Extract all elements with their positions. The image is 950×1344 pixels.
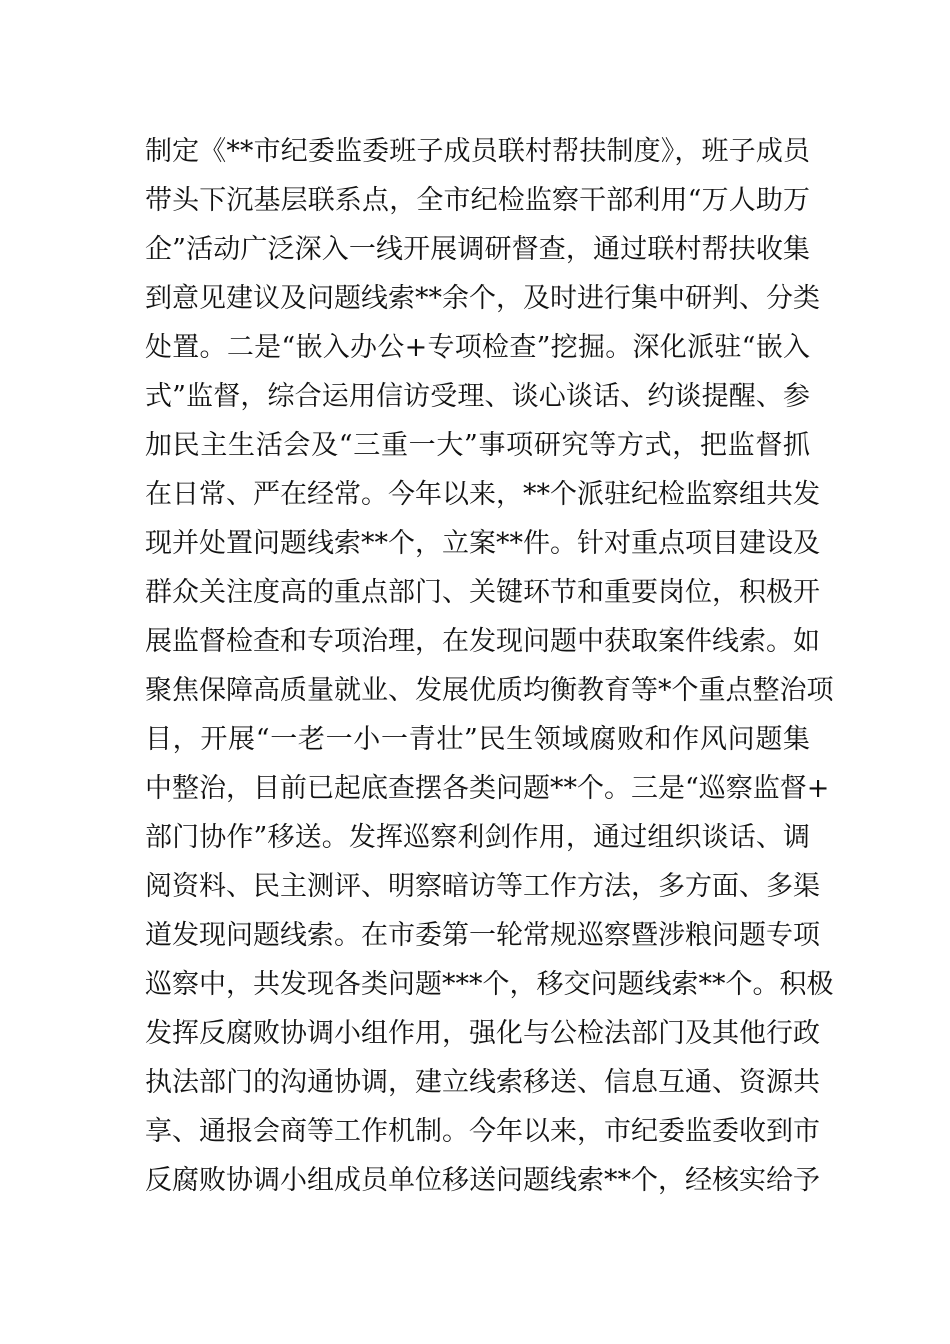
text-line: 展监督检查和专项治理，在发现问题中获取案件线索。如	[145, 626, 820, 657]
text-line: 执法部门的沟通协调，建立线索移送、信息互通、资源共	[145, 1067, 820, 1098]
text-line: 到意见建议及问题线索**余个，及时进行集中研判、分类	[145, 283, 820, 314]
text-line: 在日常、严在经常。今年以来，**个派驻纪检监察组共发	[145, 479, 820, 510]
text-line: 阅资料、民主测评、明察暗访等工作方法，多方面、多渠	[145, 871, 820, 902]
text-line: 现并处置问题线索**个，立案**件。针对重点项目建设及	[145, 528, 820, 559]
text-line: 聚焦保障高质量就业、发展优质均衡教育等*个重点整治项	[145, 675, 834, 706]
text-line: 中整治，目前已起底查摆各类问题**个。三是“巡察监督+	[145, 773, 830, 804]
text-line: 目，开展“一老一小一青壮”民生领域腐败和作风问题集	[145, 724, 810, 755]
text-line: 巡察中，共发现各类问题***个，移交问题线索**个。积极	[145, 969, 834, 1000]
text-line: 式”监督，综合运用信访受理、谈心谈话、约谈提醒、参	[145, 381, 810, 412]
text-line: 道发现问题线索。在市委第一轮常规巡察暨涉粮问题专项	[145, 920, 820, 951]
text-line: 部门协作”移送。发挥巡察利剑作用，通过组织谈话、调	[145, 822, 810, 853]
text-line: 企”活动广泛深入一线开展调研督查，通过联村帮扶收集	[145, 234, 810, 265]
text-line: 处置。二是“嵌入办公+专项检查”挖掘。深化派驻“嵌入	[145, 332, 810, 363]
text-line: 群众关注度高的重点部门、关键环节和重要岗位，积极开	[145, 577, 820, 608]
text-line: 制定《**市纪委监委班子成员联村帮扶制度》，班子成员	[145, 136, 810, 167]
text-line: 带头下沉基层联系点，全市纪检监察干部利用“万人助万	[145, 185, 810, 216]
text-line: 享、通报会商等工作机制。今年以来，市纪委监委收到市	[145, 1116, 820, 1147]
body-paragraph	[145, 127, 834, 1205]
text-line: 加民主生活会及“三重一大”事项研究等方式，把监督抓	[145, 430, 810, 461]
text-line: 发挥反腐败协调小组作用，强化与公检法部门及其他行政	[145, 1018, 820, 1049]
text-line: 反腐败协调小组成员单位移送问题线索**个，经核实给予	[145, 1165, 820, 1196]
